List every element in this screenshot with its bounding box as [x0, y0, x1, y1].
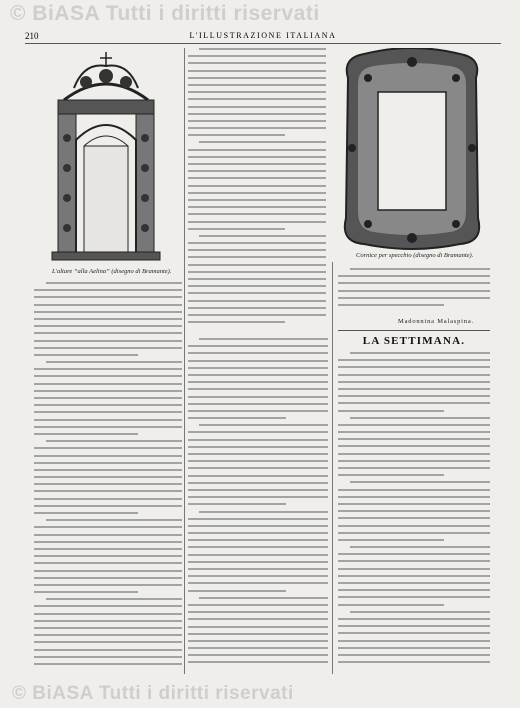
text-line	[188, 55, 326, 57]
illustration-door	[44, 48, 168, 266]
text-line	[350, 546, 490, 548]
text-line	[34, 404, 182, 406]
text-line	[188, 127, 326, 129]
text-line	[188, 177, 326, 179]
text-line	[338, 560, 490, 562]
section-rule	[338, 330, 490, 331]
text-line	[34, 426, 182, 428]
text-line	[188, 647, 328, 649]
text-line	[199, 48, 326, 50]
text-line	[338, 589, 490, 591]
text-line	[188, 575, 328, 577]
text-line	[34, 490, 182, 492]
text-line	[188, 106, 326, 108]
text-line	[188, 618, 328, 620]
text-line	[188, 84, 326, 86]
text-line	[350, 481, 490, 483]
text-line	[34, 541, 182, 543]
text-line	[34, 562, 182, 564]
text-line	[199, 424, 328, 426]
text-line	[338, 374, 490, 376]
text-line	[188, 352, 328, 354]
text-line	[188, 496, 328, 498]
text-line	[34, 447, 182, 449]
text-line	[34, 649, 182, 651]
column-left-text	[34, 282, 182, 674]
text-line	[199, 338, 328, 340]
text-line	[34, 375, 182, 377]
text-line	[338, 503, 490, 505]
text-line	[199, 141, 326, 143]
column-center-lower-text	[188, 338, 328, 674]
page-number: 210	[25, 31, 39, 41]
text-line	[188, 590, 286, 592]
text-line	[338, 359, 490, 361]
text-line	[34, 433, 138, 435]
text-line	[338, 395, 490, 397]
text-line	[34, 296, 182, 298]
watermark-top: © BiASA Tutti i diritti riservati	[10, 2, 320, 25]
text-line	[188, 367, 328, 369]
text-line	[188, 192, 326, 194]
text-line	[46, 519, 182, 521]
text-line	[350, 611, 490, 613]
text-line	[188, 285, 326, 287]
text-line	[338, 467, 490, 469]
text-line	[188, 213, 326, 215]
page-header	[25, 31, 501, 44]
text-line	[188, 321, 285, 323]
text-line	[188, 381, 328, 383]
text-line	[34, 505, 182, 507]
text-line	[34, 663, 182, 665]
text-line	[338, 290, 490, 292]
illustration-frame	[338, 48, 486, 250]
text-line	[34, 577, 182, 579]
text-line	[188, 374, 328, 376]
text-line	[34, 570, 182, 572]
text-line	[338, 517, 490, 519]
text-line	[34, 498, 182, 500]
text-line	[338, 647, 490, 649]
text-line	[188, 156, 326, 158]
text-line	[34, 354, 138, 356]
text-line	[34, 584, 182, 586]
column-divider-right	[332, 262, 333, 674]
text-line	[188, 62, 326, 64]
text-line	[338, 568, 490, 570]
text-line	[338, 625, 490, 627]
text-line	[188, 568, 328, 570]
text-line	[338, 596, 490, 598]
text-line	[188, 360, 328, 362]
text-line	[188, 70, 326, 72]
text-line	[188, 170, 326, 172]
text-line	[338, 460, 490, 462]
column-right-text	[338, 268, 490, 314]
text-line	[338, 604, 444, 606]
text-line	[188, 489, 328, 491]
caption-door: L'altare “alla Aelina” (disegno di Bramante).	[52, 268, 172, 275]
text-line	[188, 249, 326, 251]
text-line	[188, 654, 328, 656]
text-line	[188, 163, 326, 165]
text-line	[188, 611, 328, 613]
text-line	[188, 113, 326, 115]
text-line	[188, 228, 285, 230]
text-line	[34, 347, 182, 349]
text-line	[338, 438, 490, 440]
text-line	[34, 340, 182, 342]
text-line	[34, 548, 182, 550]
text-line	[188, 221, 326, 223]
text-line	[34, 627, 182, 629]
text-line	[188, 532, 328, 534]
text-line	[338, 525, 490, 527]
text-line	[338, 410, 444, 412]
text-line	[188, 410, 328, 412]
text-line	[34, 469, 182, 471]
text-line	[338, 445, 490, 447]
text-line	[188, 242, 326, 244]
text-line	[188, 206, 326, 208]
text-line	[338, 282, 490, 284]
text-line	[188, 626, 328, 628]
text-line	[338, 424, 490, 426]
text-line	[338, 575, 490, 577]
text-line	[34, 383, 182, 385]
text-line	[34, 411, 182, 413]
text-line	[34, 641, 182, 643]
text-line	[34, 390, 182, 392]
text-line	[338, 474, 444, 476]
text-line	[188, 482, 328, 484]
text-line	[188, 467, 328, 469]
text-line	[46, 440, 182, 442]
text-line	[34, 397, 182, 399]
text-line	[188, 314, 326, 316]
text-line	[199, 235, 326, 237]
text-line	[34, 289, 182, 291]
text-line	[338, 388, 490, 390]
text-line	[188, 403, 328, 405]
text-line	[350, 352, 490, 354]
text-line	[188, 307, 326, 309]
text-line	[188, 345, 328, 347]
text-line	[338, 532, 490, 534]
text-line	[338, 661, 490, 663]
text-line	[188, 185, 326, 187]
text-line	[34, 476, 182, 478]
text-line	[188, 264, 326, 266]
text-line	[338, 618, 490, 620]
text-line	[188, 453, 328, 455]
text-line	[188, 149, 326, 151]
text-line	[188, 475, 328, 477]
running-title: L'ILLUSTRAZIONE ITALIANA	[189, 31, 337, 40]
text-line	[188, 91, 326, 93]
text-line	[338, 304, 444, 306]
text-line	[338, 381, 490, 383]
text-line	[188, 256, 326, 258]
text-line	[188, 604, 328, 606]
text-line	[188, 271, 326, 273]
text-line	[188, 388, 328, 390]
text-line	[199, 511, 328, 513]
text-line	[188, 561, 328, 563]
text-line	[34, 526, 182, 528]
text-line	[338, 654, 490, 656]
text-line	[338, 582, 490, 584]
text-line	[34, 325, 182, 327]
text-line	[34, 304, 182, 306]
text-line	[338, 496, 490, 498]
text-line	[338, 632, 490, 634]
text-line	[338, 453, 490, 455]
text-line	[34, 483, 182, 485]
text-line	[338, 640, 490, 642]
column-center-text	[188, 48, 326, 333]
text-line	[34, 462, 182, 464]
text-line	[199, 597, 328, 599]
text-line	[188, 633, 328, 635]
text-line	[188, 396, 328, 398]
text-line	[34, 634, 182, 636]
text-line	[338, 275, 490, 277]
text-line	[34, 311, 182, 313]
text-line	[188, 446, 328, 448]
text-line	[188, 539, 328, 541]
text-line	[188, 417, 286, 419]
text-line	[338, 539, 444, 541]
text-line	[188, 525, 328, 527]
text-line	[46, 361, 182, 363]
section-title: LA SETTIMANA.	[362, 335, 466, 347]
text-line	[338, 553, 490, 555]
text-line	[188, 300, 326, 302]
text-line	[350, 268, 490, 270]
text-line	[188, 134, 285, 136]
text-line	[188, 554, 328, 556]
text-line	[34, 455, 182, 457]
text-line	[188, 518, 328, 520]
watermark-bottom: © BiASA Tutti i diritti riservati	[12, 683, 294, 704]
text-line	[188, 439, 328, 441]
text-line	[34, 555, 182, 557]
text-line	[34, 512, 138, 514]
caption-frame: Cornice per specchio (disegno di Bramante).	[356, 252, 474, 259]
text-line	[338, 431, 490, 433]
text-line	[34, 613, 182, 615]
text-line	[34, 368, 182, 370]
text-line	[34, 419, 182, 421]
text-line	[34, 591, 138, 593]
text-line	[188, 278, 326, 280]
text-line	[338, 489, 490, 491]
text-line	[34, 318, 182, 320]
text-line	[34, 534, 182, 536]
text-line	[188, 546, 328, 548]
column-right-lower-text	[338, 352, 490, 674]
text-line	[188, 640, 328, 642]
text-line	[188, 460, 328, 462]
text-line	[338, 366, 490, 368]
text-line	[34, 656, 182, 658]
text-line	[350, 417, 490, 419]
text-line	[188, 199, 326, 201]
text-line	[46, 282, 182, 284]
text-line	[188, 292, 326, 294]
text-line	[188, 661, 328, 663]
text-line	[188, 582, 328, 584]
text-line	[338, 510, 490, 512]
text-line	[34, 332, 182, 334]
text-line	[188, 98, 326, 100]
text-line	[46, 598, 182, 600]
column-divider-left	[184, 48, 185, 674]
signature: Madonnina Malaspina.	[398, 318, 474, 325]
text-line	[34, 620, 182, 622]
text-line	[188, 120, 326, 122]
text-line	[338, 402, 490, 404]
text-line	[188, 503, 286, 505]
text-line	[34, 605, 182, 607]
text-line	[188, 77, 326, 79]
text-line	[188, 431, 328, 433]
text-line	[338, 297, 490, 299]
